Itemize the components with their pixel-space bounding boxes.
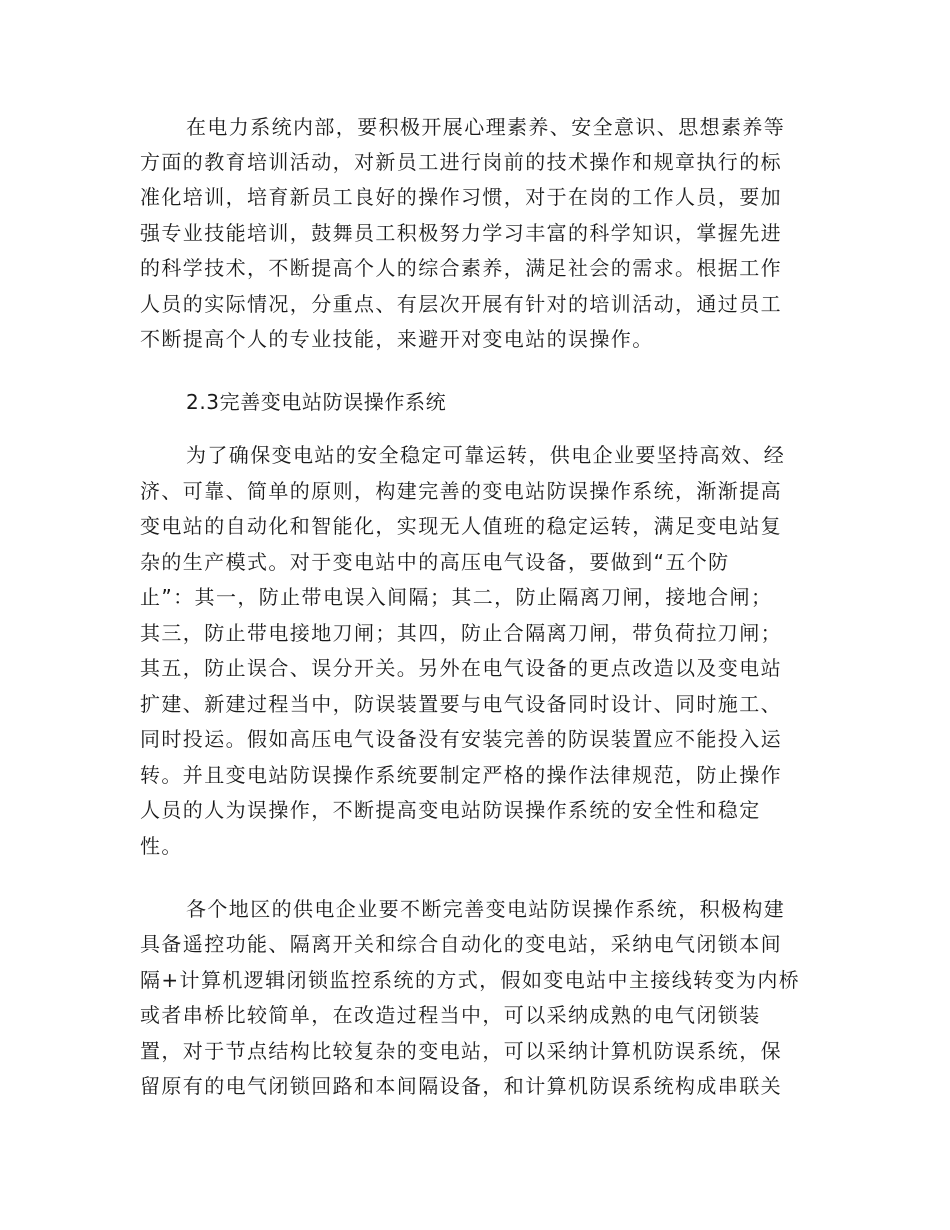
- paragraph-2-line-8: 扩建、新建过程当中，防误装置要与电气设备同时设计、同时施工、: [140, 692, 782, 716]
- paragraph-1-line-2: 方面的教育培训活动，对新员工进行岗前的技术操作和规章执行的标: [140, 150, 782, 174]
- paragraph-3-line-2: 具备遥控功能、隔离开关和综合自动化的变电站，采纳电气闭锁本间: [140, 932, 782, 956]
- paragraph-2-line-10: 转。并且变电站防误操作系统要制定严格的操作法律规范，防止操作: [140, 763, 782, 787]
- paragraph-1-line-3: 准化培训，培育新员工良好的操作习惯，对于在岗的工作人员，要加: [140, 185, 782, 209]
- paragraph-2-line-5: 止”：其一，防止带电误入间隔；其二，防止隔离刀闸，接地合闸；: [140, 585, 773, 609]
- paragraph-2-line-1: 为了确保变电站的安全稳定可靠运转，供电企业要坚持高效、经: [186, 443, 786, 467]
- paragraph-3-line-3: 隔+计算机逻辑闭锁监控系统的方式，假如变电站中主接线转变为内桥: [140, 968, 801, 992]
- paragraph-2-line-3: 变电站的自动化和智能化，实现无人值班的稳定运转，满足变电站复: [140, 514, 782, 538]
- paragraph-2-line-4: 杂的生产模式。对于变电站中的高压电气设备，要做到“五个防: [140, 550, 730, 574]
- paragraph-1-line-5: 的科学技术，不断提高个人的综合素养，满足社会的需求。根据工作: [140, 256, 782, 280]
- paragraph-3-line-6: 留原有的电气闭锁回路和本间隔设备，和计算机防误系统构成串联关: [140, 1074, 782, 1098]
- paragraph-2-line-11: 人员的人为误操作，不断提高变电站防误操作系统的安全性和稳定: [140, 798, 761, 822]
- paragraph-1-line-1: 在电力系统内部，要积极开展心理素养、安全意识、思想素养等: [186, 115, 786, 139]
- paragraph-2-line-7: 其五，防止误合、误分开关。另外在电气设备的更点改造以及变电站: [140, 656, 782, 680]
- section-heading: 2.3完善变电站防误操作系统: [186, 390, 447, 414]
- paragraph-2-line-12: 性。: [140, 834, 183, 858]
- paragraph-2-line-6: 其三，防止带电接地刀闸；其四，防止合隔离刀闸，带负荷拉刀闸；: [140, 621, 782, 645]
- paragraph-1-line-6: 人员的实际情况，分重点、有层次开展有针对的培训活动，通过员工: [140, 292, 782, 316]
- paragraph-2-line-2: 济、可靠、简单的原则，构建完善的变电站防误操作系统，渐渐提高: [140, 479, 782, 503]
- paragraph-3-line-5: 置，对于节点结构比较复杂的变电站，可以采纳计算机防误系统，保: [140, 1039, 782, 1063]
- paragraph-3-line-4: 或者串桥比较简单，在改造过程当中，可以采纳成熟的电气闭锁装: [140, 1003, 761, 1027]
- paragraph-3-line-1: 各个地区的供电企业要不断完善变电站防误操作系统，积极构建: [186, 897, 786, 921]
- paragraph-2-line-9: 同时投运。假如高压电气设备没有安装完善的防误装置应不能投入运: [140, 727, 782, 751]
- paragraph-1-line-7: 不断提高个人的专业技能，来避开对变电站的误操作。: [140, 327, 654, 351]
- paragraph-1-line-4: 强专业技能培训，鼓舞员工积极努力学习丰富的科学知识，掌握先进: [140, 221, 782, 245]
